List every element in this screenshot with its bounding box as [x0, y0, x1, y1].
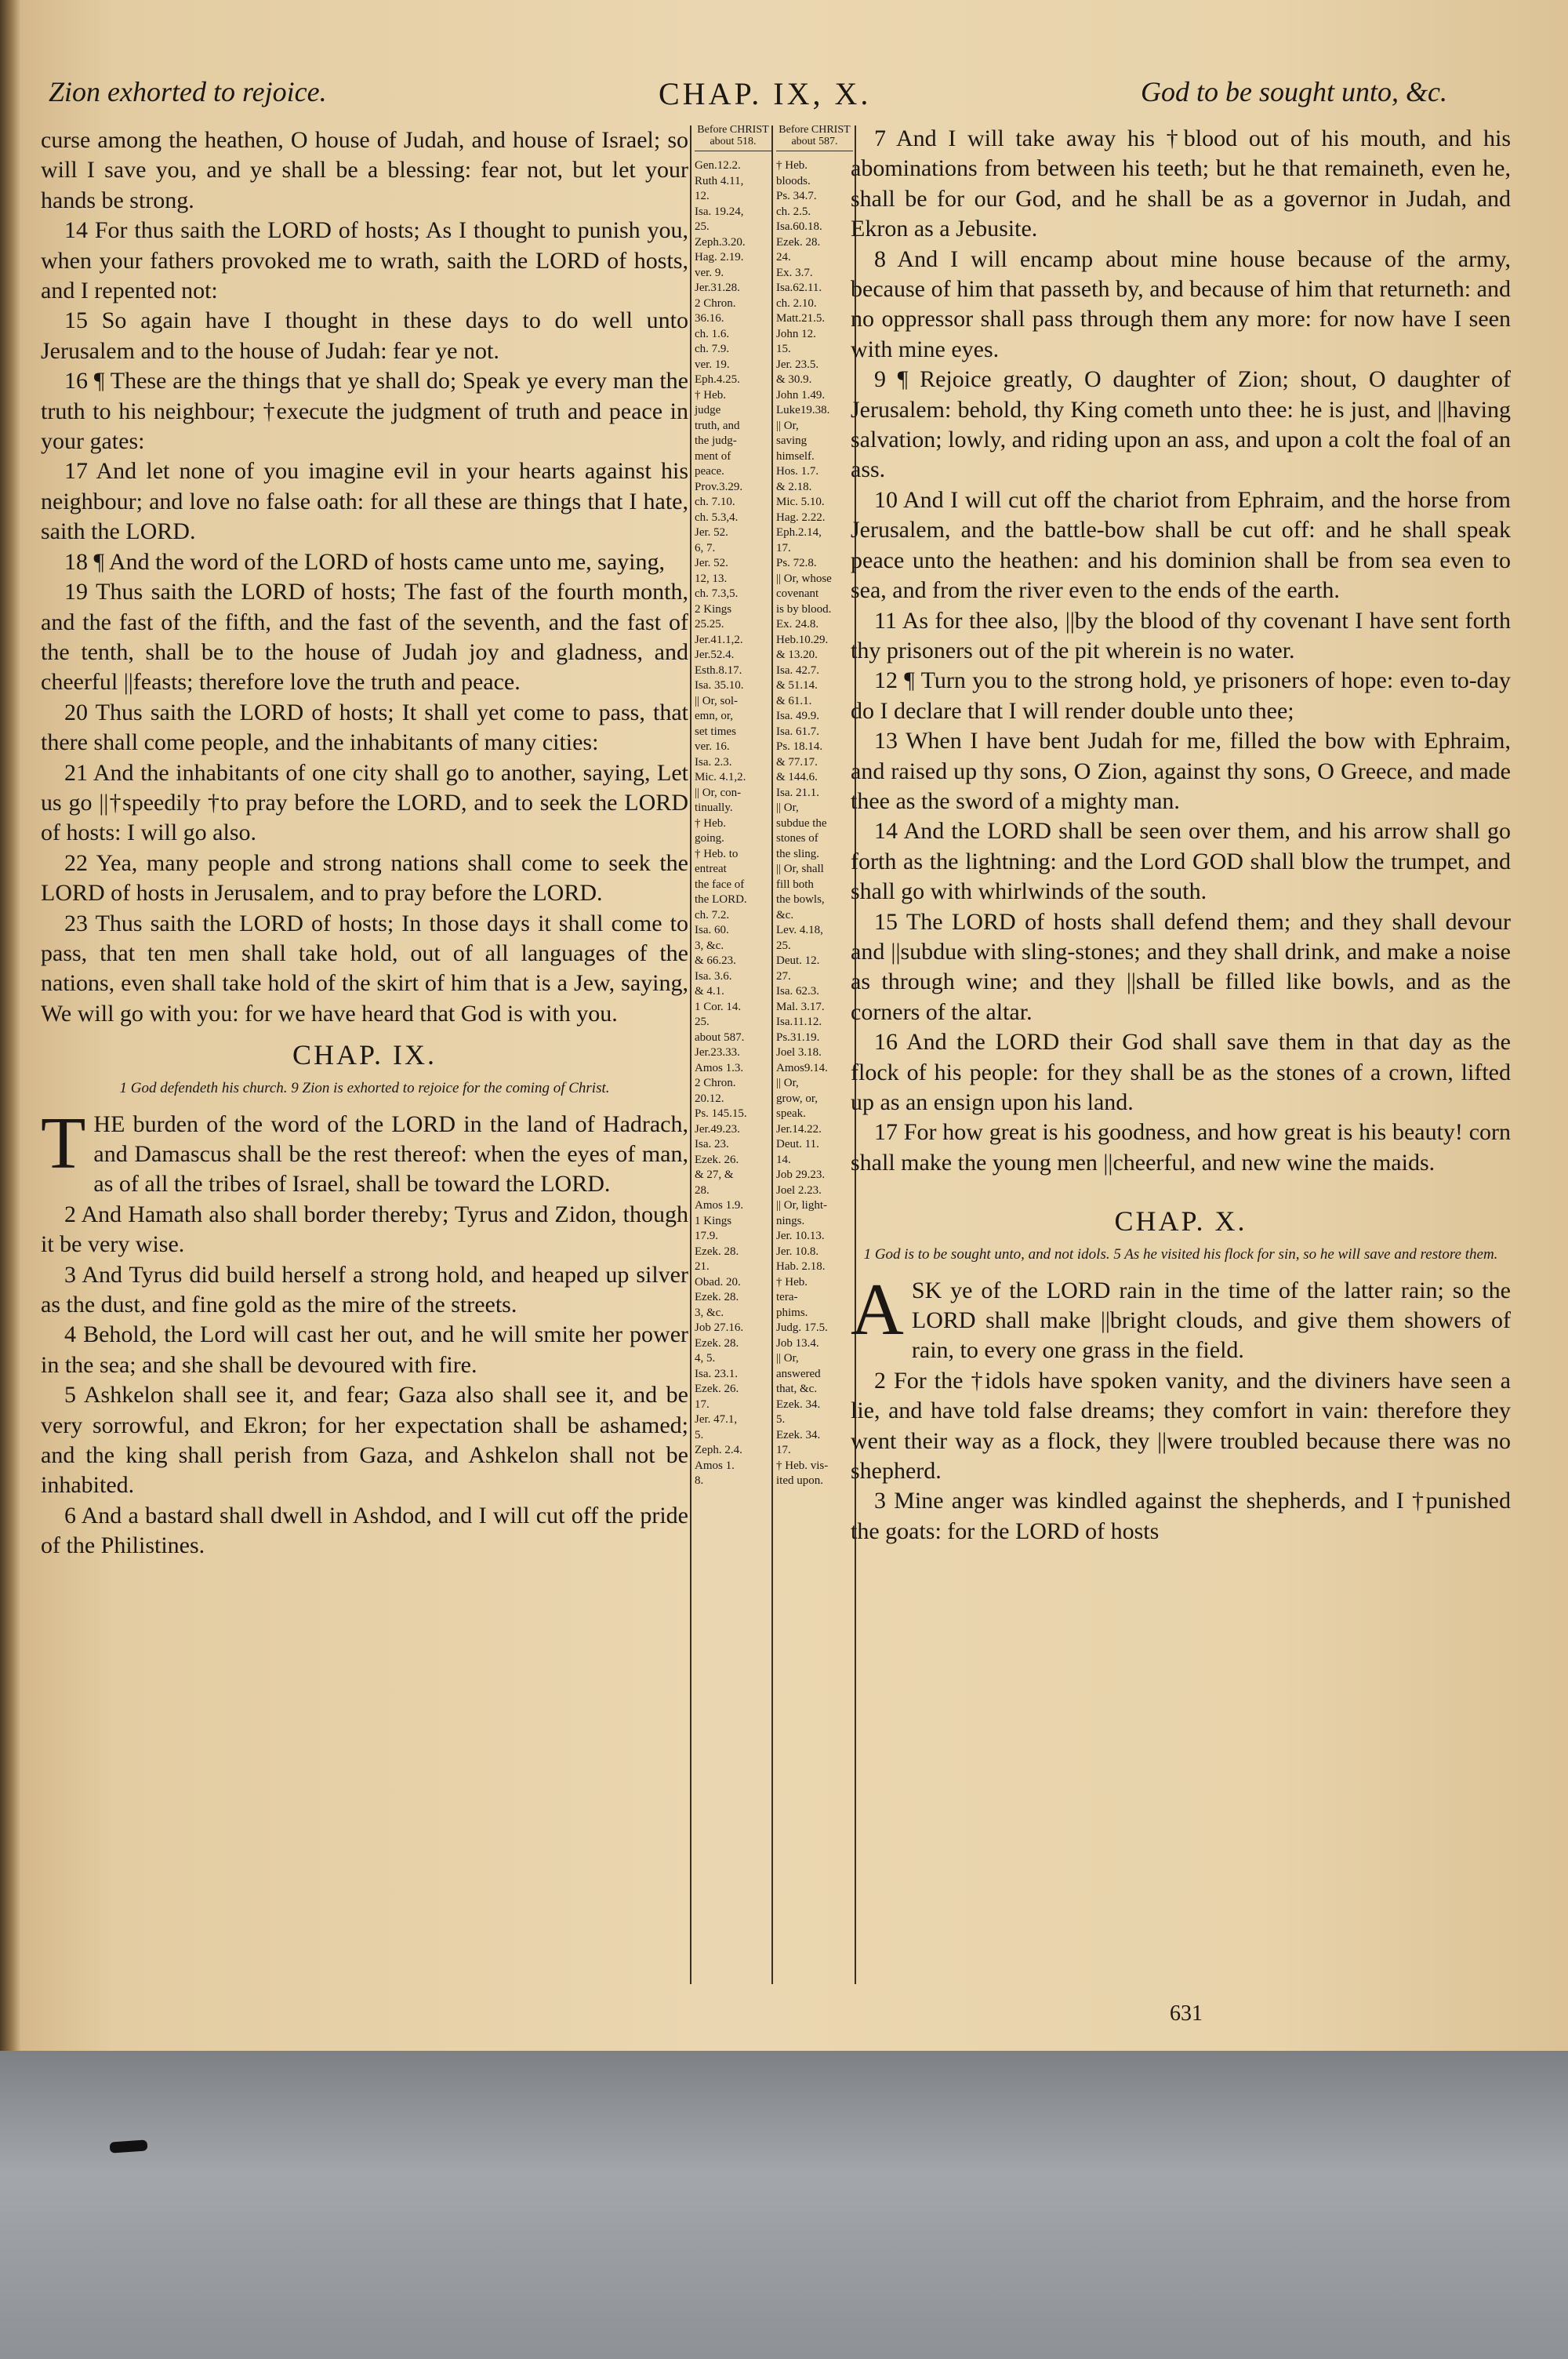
margin-reference: Eph.4.25. [695, 373, 740, 386]
margin-reference: peace. [695, 465, 724, 478]
margin-reference: Job 13.4. [776, 1336, 819, 1350]
margin-reference: grow, or, [776, 1092, 818, 1105]
margin-reference: John 1.49. [776, 388, 826, 402]
margin-reference: Lev. 4.18, [776, 924, 823, 936]
verse: 10 And I will cut off the chariot from Ephraim, and the horse from Jerusalem, and the battle-bow shall be cut off: and he shall speak peace unto the heathen: and his dominion shall be from sea even to sea, and from the river even to the ends of the earth. [851, 486, 1511, 604]
margin-reference: Eph.2.14, [776, 526, 822, 539]
margin-reference: Isa. 62.3. [776, 985, 819, 998]
verse: 9 ¶ Rejoice greatly, O daughter of Zion; shout, O daughter of Jerusalem: behold, thy King cometh unto thee: he is just, and ||having salvation; lowly, and riding upon an ass, and upon a colt the foal of an ass. [851, 366, 1511, 483]
column-rule [771, 125, 773, 1984]
verse: 7 And I will take away his †blood out of his mouth, and his abominations from between his teeth; but he that remaineth, even he, shall be for our God, and he shall be as a governor in Judah, and Ekron as a Jebusite. [851, 125, 1511, 242]
margin-reference: Amos 1. [695, 1459, 735, 1472]
margin-reference: Zeph.3.20. [695, 235, 746, 249]
margin-reference: Jer. 10.13. [776, 1230, 825, 1242]
verse: 2 For the †idols have spoken vanity, and the diviners have seen a lie, and have told false dreams; they comfort in vain: therefore they went their way as a flock, they ||were troubled because there was no shepherd. [851, 1367, 1511, 1485]
margin-reference: Ex. 24.8. [776, 618, 819, 631]
margin-reference: Jer.52.4. [695, 649, 735, 661]
margin-reference: & 51.14. [776, 679, 818, 692]
margin-reference: Amos9.14. [776, 1061, 828, 1074]
margin-reference: Gen.12.2. [695, 159, 741, 172]
margin-reference: 17. [776, 541, 791, 554]
margin-reference: Heb.10.29. [776, 633, 829, 646]
margin-reference: Zeph. 2.4. [695, 1444, 742, 1456]
margin-reference: Isa.11.12. [776, 1016, 822, 1028]
margin-reference: Ezek. 34. [776, 1398, 821, 1411]
margin-reference: || Or, light- [776, 1199, 827, 1212]
margin-reference: 2 Chron. [695, 296, 736, 310]
margin-reference: Isa. 61.7. [776, 725, 819, 738]
verse: 18 ¶ And the word of the LORD of hosts came unto me, saying, [64, 548, 665, 575]
margin-reference: Joel 2.23. [776, 1183, 822, 1197]
margin-reference: Jer. 52. [695, 526, 728, 539]
margin-reference: || Or, con- [695, 786, 742, 799]
margin-reference: † Heb. vis- [776, 1459, 829, 1472]
verse: 22 Yea, many people and strong nations shall come to seek the LORD of hosts in Jerusalem, and to pray before the LORD. [41, 849, 688, 907]
verse: 2 And Hamath also shall border thereby; Tyrus and Zidon, though it be very wise. [41, 1201, 688, 1258]
margin-reference: & 2.18. [776, 480, 812, 493]
margin-reference: 24. [776, 251, 791, 264]
margin-reference: Esth.8.17. [695, 663, 742, 677]
margin-reference: ch. 5.3,4. [695, 511, 739, 524]
margin-reference: 2 Kings [695, 602, 732, 616]
margin-reference: || Or, [776, 1352, 799, 1365]
margin-reference: Isa.62.11. [776, 282, 822, 294]
margin-reference: Isa. 21.1. [776, 786, 819, 799]
margin-reference: speak. [776, 1107, 806, 1120]
margin-reference: judge [695, 404, 721, 416]
margin-reference: 36.16. [695, 312, 724, 325]
margin-reference: Jer. 10.8. [776, 1245, 819, 1258]
margin-reference: 15. [776, 343, 791, 355]
verse: 5 Ashkelon shall see it, and fear; Gaza also shall see it, and be very sorrowful, and Ekron; for her expectation shall be ashamed; and the king shall perish from Gaza, and Ashkelon shall not be inhabited. [41, 1382, 688, 1499]
margin-reference: 14. [776, 1153, 791, 1166]
margin-reference: truth, and [695, 419, 740, 432]
margin-reference: entreat [695, 863, 727, 875]
margin-reference: ch. 2.5. [776, 205, 811, 218]
margin-reference: 17.9. [695, 1230, 718, 1242]
margin-reference: Amos 1.9. [695, 1199, 744, 1212]
margin-reference: || Or, sol- [695, 694, 738, 707]
margin-reference: 12, 13. [695, 572, 728, 585]
margin-reference: Isa. 35.10. [695, 679, 744, 692]
margin-reference: ver. 9. [695, 266, 724, 279]
margin-reference: Hag. 2.19. [695, 251, 744, 264]
chapter-summary: 1 God defendeth his church. 9 Zion is exhorted to rejoice for the coming of Christ. [119, 1079, 610, 1096]
margin-reference: 27. [776, 969, 791, 983]
margin-reference: is by blood. [776, 602, 832, 616]
margin-reference: that, &c. [776, 1383, 818, 1395]
verse: 12 ¶ Turn you to the strong hold, ye prisoners of hope: even to-day do I declare that I will render double unto thee; [851, 667, 1511, 724]
verse: 15 The LORD of hosts shall defend them; and they shall devour and ||subdue with sling-stones; and they shall drink, and make a noise as through wine; and they ||shall be filled like bowls, and as the corners of the altar. [851, 908, 1511, 1025]
margin-reference: ch. 1.6. [695, 327, 730, 340]
verse: 14 For thus saith the LORD of hosts; As I thought to punish you, when your fathers provoked me to wrath, saith the LORD of hosts, and I repented not: [41, 217, 688, 304]
margin-reference: ver. 19. [695, 358, 730, 371]
margin-reference: Ezek. 28. [776, 235, 821, 249]
margin-reference: Judg. 17.5. [776, 1321, 828, 1334]
margin-reference: Ezek. 26. [695, 1153, 739, 1166]
margin-reference: emn, or, [695, 710, 733, 722]
margin-reference: nings. [776, 1214, 805, 1227]
margin-references-b [776, 124, 853, 1490]
verse: 11 As for thee also, ||by the blood of thy covenant I have sent forth thy prisoners out of the pit wherein is no water. [851, 607, 1511, 663]
margin-reference: Ruth 4.11, [695, 174, 744, 187]
margin-reference: & 13.20. [776, 649, 818, 661]
margin-reference: Obad. 20. [695, 1275, 741, 1289]
margin-date-head: Before CHRIST about 587. [776, 124, 853, 151]
margin-reference: Jer.31.28. [695, 282, 740, 294]
margin-reference: 25. [776, 939, 791, 952]
margin-reference: Isa. 60. [695, 924, 729, 936]
margin-reference: himself. [776, 449, 815, 463]
margin-reference: 17. [776, 1444, 791, 1456]
margin-reference: 1 Kings [695, 1214, 732, 1227]
chapter-summary: 1 God is to be sought unto, and not idols. 5 As he visited his flock for sin, so he will save and restore them. [863, 1245, 1498, 1263]
margin-reference: Isa.60.18. [776, 220, 822, 233]
verse: 17 For how great is his goodness, and how great is his beauty! corn shall make the young men ||cheerful, and new wine the maids. [851, 1119, 1511, 1176]
margin-reference: about 587. [695, 1030, 745, 1044]
margin-reference: 2 Chron. [695, 1077, 736, 1089]
margin-reference: 3, &c. [695, 1306, 724, 1319]
margin-reference: Jer.14.22. [776, 1122, 822, 1136]
margin-reference: 25. [695, 220, 710, 233]
margin-reference: Joel 3.18. [776, 1046, 822, 1059]
margin-reference: 8. [695, 1474, 704, 1487]
margin-reference: & 61.1. [776, 694, 812, 707]
verse: 3 Mine anger was kindled against the shepherds, and I †punished the goats: for the LORD of hosts [851, 1488, 1511, 1544]
margin-reference: Jer.49.23. [695, 1122, 740, 1136]
margin-reference: Mal. 3.17. [776, 1000, 825, 1013]
margin-reference: stones of [776, 832, 818, 845]
margin-reference: Isa. 49.9. [776, 710, 819, 722]
margin-reference: 25. [695, 1016, 710, 1028]
margin-reference: 4, 5. [695, 1352, 716, 1365]
right-text-column [851, 124, 1511, 1547]
margin-reference: & 77.17. [776, 755, 818, 769]
margin-reference: ch. 2.10. [776, 296, 817, 310]
margin-reference: & 144.6. [776, 771, 818, 783]
margin-reference: Luke19.38. [776, 404, 830, 416]
margin-reference: || Or, [776, 801, 799, 814]
margin-reference: saving [776, 434, 808, 447]
margin-reference: || Or, [776, 1077, 799, 1089]
background-surface [0, 2051, 1568, 2359]
margin-notes [695, 159, 771, 1488]
margin-reference: Ps.31.19. [776, 1030, 820, 1044]
margin-reference: tera- [776, 1291, 798, 1303]
margin-reference: Jer.41.1,2. [695, 633, 743, 646]
margin-reference: 6, 7. [695, 541, 716, 554]
margin-reference: † Heb. [695, 388, 726, 402]
margin-date-head: Before CHRIST about 518. [695, 124, 771, 151]
verse: 21 And the inhabitants of one city shall go to another, saying, Let us go ||†speedily †to pray before the LORD, and to seek the LORD of hosts: I will go also. [41, 759, 688, 846]
margin-reference: † Heb. [776, 1275, 808, 1289]
left-text-column [41, 125, 688, 1561]
margin-reference: † Heb. [695, 816, 726, 830]
verse: 17 And let none of you imagine evil in your hearts against his neighbour; and love no false oath: for all these are things that I hate, saith the LORD. [41, 458, 688, 545]
book-spine [0, 0, 20, 2051]
margin-reference: John 12. [776, 327, 816, 340]
margin-reference: 21. [695, 1260, 710, 1273]
running-head-chapter: CHAP. IX, X. [659, 76, 872, 111]
margin-reference: fill both [776, 878, 814, 891]
verse: 4 Behold, the Lord will cast her out, and he will smite her power in the sea; and she shall be devoured with fire. [41, 1321, 688, 1378]
margin-reference: Ezek. 28. [695, 1245, 739, 1258]
verse: 19 Thus saith the LORD of hosts; The fast of the fourth month, and the fast of the fifth, and the fast of the seventh, and the fast of the tenth, shall be to the house of Judah joy and gladness, and cheerful ||feasts; therefore love the truth and peace. [41, 579, 688, 696]
margin-reference: 5. [695, 1428, 704, 1441]
margin-reference: answered [776, 1367, 821, 1380]
margin-reference: Deut. 11. [776, 1138, 819, 1150]
verse: 15 So again have I thought in these days to do well unto Jerusalem and to the house of Judah: fear ye not. [41, 307, 688, 364]
verse: 23 Thus saith the LORD of hosts; In those days it shall come to pass, that ten men shall take hold, out of all languages of the nations, even shall take hold of the skirt of him that is a Jew, saying, We will go with you: for we have heard that God is with you. [41, 910, 688, 1027]
verse: curse among the heathen, O house of Judah, and house of Israel; so will I save you, and ye shall be a blessing: fear not, but let your hands be strong. [41, 127, 688, 213]
margin-reference: the sling. [776, 847, 819, 860]
verse: 6 And a bastard shall dwell in Ashdod, and I will cut off the pride of the Philistines. [41, 1502, 688, 1559]
margin-reference: &c. [776, 908, 794, 921]
verse: 16 And the LORD their God shall save them in that day as the flock of his people: for they shall be as the stones of a crown, lifted up as an ensign upon his land. [851, 1029, 1511, 1115]
margin-reference: Isa. 23. [695, 1138, 729, 1150]
margin-reference: bloods. [776, 174, 811, 187]
margin-references-a [695, 124, 771, 1490]
margin-reference: & 27, & [695, 1169, 734, 1181]
margin-reference: going. [695, 832, 724, 845]
verse: 3 And Tyrus did build herself a strong hold, and heaped up silver as the dust, and fine gold as the mire of the streets. [41, 1261, 688, 1318]
margin-reference: subdue the [776, 816, 827, 830]
margin-reference: 3, &c. [695, 939, 724, 952]
verse: HE burden of the word of the LORD in the land of Hadrach, and Damascus shall be the rest thereof: when the eyes of man, as of all the tribes of Israel, shall be toward the LORD. [93, 1110, 688, 1198]
margin-reference: ch. 7.9. [695, 343, 730, 355]
margin-reference: 12. [695, 190, 710, 202]
margin-reference: ch. 7.2. [695, 908, 730, 921]
margin-reference: Hag. 2.22. [776, 511, 826, 524]
margin-reference: Isa. 23.1. [695, 1367, 738, 1380]
chapter-heading: CHAP. X. [1114, 1205, 1247, 1238]
margin-reference: Job 29.23. [776, 1169, 826, 1181]
margin-reference: Hos. 1.7. [776, 465, 819, 478]
margin-reference: Amos 1.3. [695, 1061, 744, 1074]
margin-reference: Hab. 2.18. [776, 1260, 826, 1273]
margin-reference: the judg- [695, 434, 737, 447]
margin-reference: Ex. 3.7. [776, 266, 813, 279]
margin-reference: Job 27.16. [695, 1321, 744, 1334]
margin-reference: the face of [695, 878, 745, 891]
margin-reference: Deut. 12. [776, 954, 820, 967]
margin-reference: Isa. 2.3. [695, 755, 732, 769]
margin-reference: Jer. 52. [695, 557, 728, 569]
column-rule [690, 125, 691, 1984]
margin-reference: || Or, [776, 419, 799, 432]
margin-reference: Jer. 23.5. [776, 358, 819, 371]
margin-reference: ch. 7.3,5. [695, 587, 739, 600]
margin-reference: Jer. 47.1, [695, 1413, 738, 1426]
margin-reference: tinually. [695, 801, 733, 814]
margin-reference: Ps. 145.15. [695, 1107, 747, 1120]
margin-reference: ver. 16. [695, 740, 730, 753]
chapter-heading: CHAP. IX. [292, 1039, 437, 1071]
margin-reference: covenant [776, 587, 819, 600]
running-head-right: God to be sought unto, &c. [1141, 76, 1447, 107]
margin-reference: & 30.9. [776, 373, 812, 386]
margin-reference: Mic. 5.10. [776, 496, 825, 508]
page-number: 631 [1170, 2001, 1203, 2026]
drop-cap: A [851, 1268, 904, 1350]
margin-reference: Ezek. 26. [695, 1383, 739, 1395]
margin-reference: Ezek. 28. [695, 1336, 739, 1350]
margin-reference: ment of [695, 449, 731, 463]
margin-reference: Ps. 34.7. [776, 190, 817, 202]
margin-reference: † Heb. [776, 159, 808, 172]
margin-reference: ited upon. [776, 1474, 823, 1487]
margin-reference: the LORD. [695, 893, 747, 906]
margin-reference: & 66.23. [695, 954, 736, 967]
margin-reference: the bowls, [776, 893, 825, 906]
margin-reference: 5. [776, 1413, 786, 1426]
margin-reference: Mic. 4.1,2. [695, 771, 746, 783]
margin-reference: Isa. 3.6. [695, 969, 732, 983]
margin-reference: Matt.21.5. [776, 312, 826, 325]
margin-reference: Prov.3.29. [695, 480, 743, 493]
margin-reference: 17. [695, 1398, 710, 1411]
margin-reference: phims. [776, 1306, 808, 1319]
verse: 8 And I will encamp about mine house because of the army, because of him that passeth by, and because of him that returneth: and no oppressor shall pass through them any more: for now have I seen with mine eyes. [851, 245, 1511, 362]
verse: 16 ¶ These are the things that ye shall do; Speak ye every man the truth to his neighbour; †execute the judgment of truth and peace in your gates: [41, 368, 688, 455]
margin-reference: † Heb. to [695, 847, 739, 860]
margin-reference: Jer.23.33. [695, 1046, 740, 1059]
verse: 20 Thus saith the LORD of hosts; It shall yet come to pass, that there shall come people, and the inhabitants of many cities: [41, 699, 688, 756]
margin-reference: Isa. 42.7. [776, 663, 819, 677]
margin-reference: 25.25. [695, 618, 724, 631]
margin-notes [776, 159, 853, 1488]
margin-reference: set times [695, 725, 736, 738]
margin-reference: 28. [695, 1183, 710, 1197]
margin-reference: || Or, whose [776, 572, 832, 585]
margin-reference: 1 Cor. 14. [695, 1000, 742, 1013]
verse: 13 When I have bent Judah for me, filled the bow with Ephraim, and raised up thy sons, O Zion, against thy sons, O Greece, and made thee as the sword of a mighty man. [851, 728, 1511, 814]
margin-reference: Ezek. 28. [695, 1291, 739, 1303]
margin-reference: & 4.1. [695, 985, 724, 998]
running-head-left: Zion exhorted to rejoice. [49, 76, 327, 107]
margin-reference: Ps. 72.8. [776, 557, 817, 569]
margin-reference: ch. 7.10. [695, 496, 735, 508]
margin-reference: 20.12. [695, 1092, 724, 1105]
margin-reference: Ps. 18.14. [776, 740, 823, 753]
verse: SK ye of the LORD rain in the time of the latter rain; so the LORD shall make ||bright clouds, and give them showers of rain, to every one grass in the field. [911, 1277, 1511, 1364]
margin-reference: Isa. 19.24, [695, 205, 744, 218]
margin-reference: Ezek. 34. [776, 1428, 821, 1441]
verse: 14 And the LORD shall be seen over them, and his arrow shall go forth as the lightning: and the Lord GOD shall blow the trumpet, and shall go with whirlwinds of the south. [851, 818, 1511, 905]
drop-cap: T [41, 1102, 86, 1184]
margin-reference: || Or, shall [776, 863, 824, 875]
